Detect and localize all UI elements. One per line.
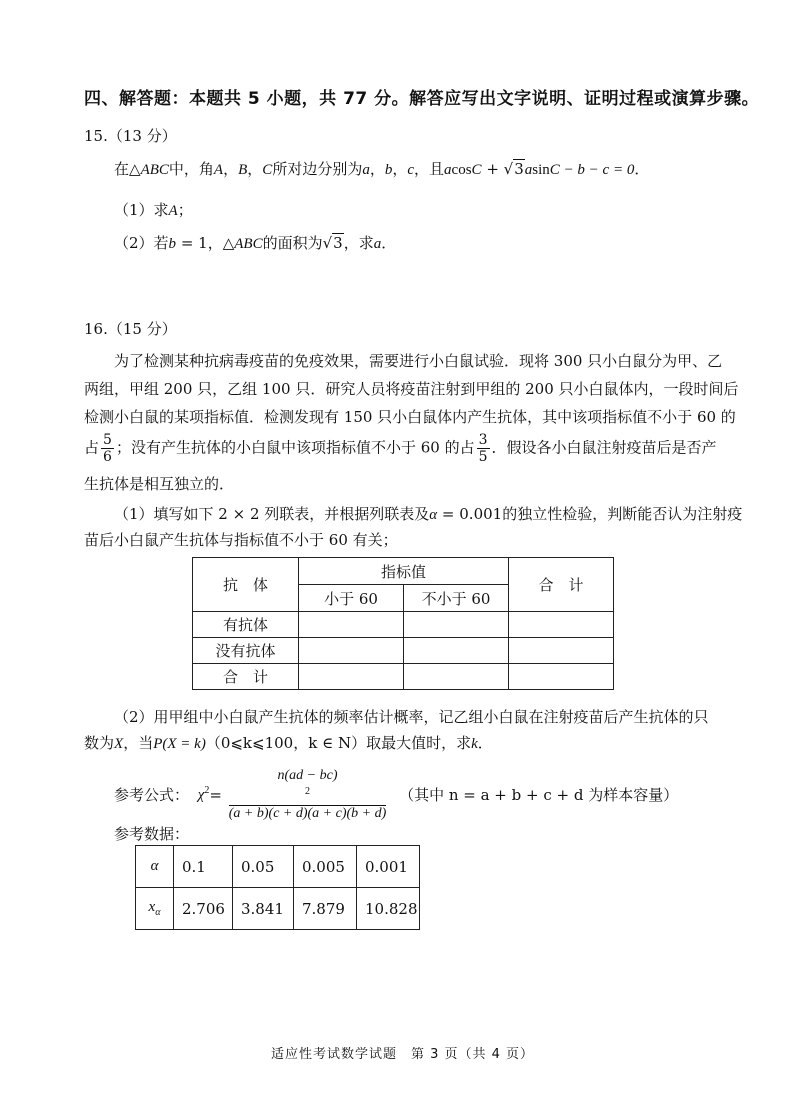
q16-para-line1: 为了检测某种抗病毒疫苗的免疫效果，需要进行小白鼠试验．现将 300 只小白鼠分为甲、乙 [114,352,723,370]
section-title: 四、解答题：本题共 5 小题，共 77 分。解答应写出文字说明、证明过程或演算步骤。 [84,89,760,109]
fraction-3-5: $\frac{3}{5}$ [478,432,488,465]
header-total: 合 计 [509,558,614,612]
table-cell [509,664,614,690]
chi-square-fraction: n(ad − bc) $^2$ (a + b)(c + d)(a + c)(b + d) [228,768,387,821]
q16-part1-line2: 苗后小白鼠产生抗体与指标值不小于 60 有关； [84,531,398,549]
q16-part1-line1: （1）填写如下 2 × 2 列联表，并根据列联表及α = 0.001的独立性检验，判断能否认为注射疫 [114,505,743,523]
x-alpha-header: $x_\alpha$ [136,888,174,930]
table-cell: 2.706 [174,888,233,930]
table-cell: 7.879 [294,888,357,930]
header-indicator: 指标值 [299,558,509,585]
table-row [193,638,614,664]
q15-part2: （2）若b = 1，△ABC的面积为√3，求a． [114,234,397,252]
table-row [193,612,614,638]
q16-para-line5: 生抗体是相互独立的． [84,475,235,493]
table-cell: 0.001 [357,846,420,888]
data-label: 参考数据： [114,825,190,843]
table-row [193,664,614,690]
q15-stem: 在△ABC中，角A，B，C所对边分别为a，b，c，且acosC + √3asinC − b − c = 0． [114,160,650,178]
table-cell: 3.841 [233,888,294,930]
q16-part2-line2: 数为X，当P(X = k)（0⩽k⩽100，k ∈ N）取最大值时，求k． [84,734,493,752]
table-cell [299,612,404,638]
table-cell: 0.005 [294,846,357,888]
q16-para-line4: 占 $\frac{5}{6}$ ；没有产生抗体的小白鼠中该项指标值不小于 60 的占 $\frac{3}{5}$ ．假设各小白鼠注射疫苗后是否产 [84,432,717,465]
table-cell [299,638,404,664]
table-cell [404,638,509,664]
table-cell [404,664,509,690]
q16-part2-line1: （2）用甲组中小白鼠产生抗体的频率估计概率，记乙组小白鼠在注射疫苗后产生抗体的只 [114,708,709,726]
row-label-no-antibody: 没有抗体 [193,638,299,664]
table-row [136,888,420,930]
q16-para-line2: 两组，甲组 200 只，乙组 100 只．研究人员将疫苗注射到甲组的 200 只小白鼠体内，一段时间后 [84,380,739,398]
table-cell: 10.828 [357,888,420,930]
header-antibody: 抗 体 [193,558,299,612]
table-cell [509,638,614,664]
q16-header: 16.（15 分） [84,320,177,338]
table-cell: 0.1 [174,846,233,888]
reference-table [135,845,420,930]
row-label-total: 合 计 [193,664,299,690]
table-cell [509,612,614,638]
fraction-5-6: $\frac{5}{6}$ [103,432,112,465]
contingency-table [192,557,614,690]
page-footer: 适应性考试数学试题 第 3 页（共 4 页） [270,1047,535,1062]
table-cell: 0.05 [233,846,294,888]
alpha-header: α [136,846,174,888]
q15-header: 15.（13 分） [84,127,177,145]
reference-formula: 参考公式： $\chi^2=$ n(ad − bc) $^2$ (a + b)(c + d)(a + c)(b + d) （其中 n = a + b + c + d 为样本容量） [114,768,679,821]
q15-part1: （1）求A； [114,201,193,219]
table-cell [404,612,509,638]
q16-para-line3: 检测小白鼠的某项指标值．检测发现有 150 只小白鼠体内产生抗体，其中该项指标值不小于 60 的 [84,408,736,426]
header-ge60: 不小于 60 [404,585,509,612]
table-row [136,846,420,888]
table-cell [299,664,404,690]
row-label-has-antibody: 有抗体 [193,612,299,638]
header-lt60: 小于 60 [299,585,404,612]
